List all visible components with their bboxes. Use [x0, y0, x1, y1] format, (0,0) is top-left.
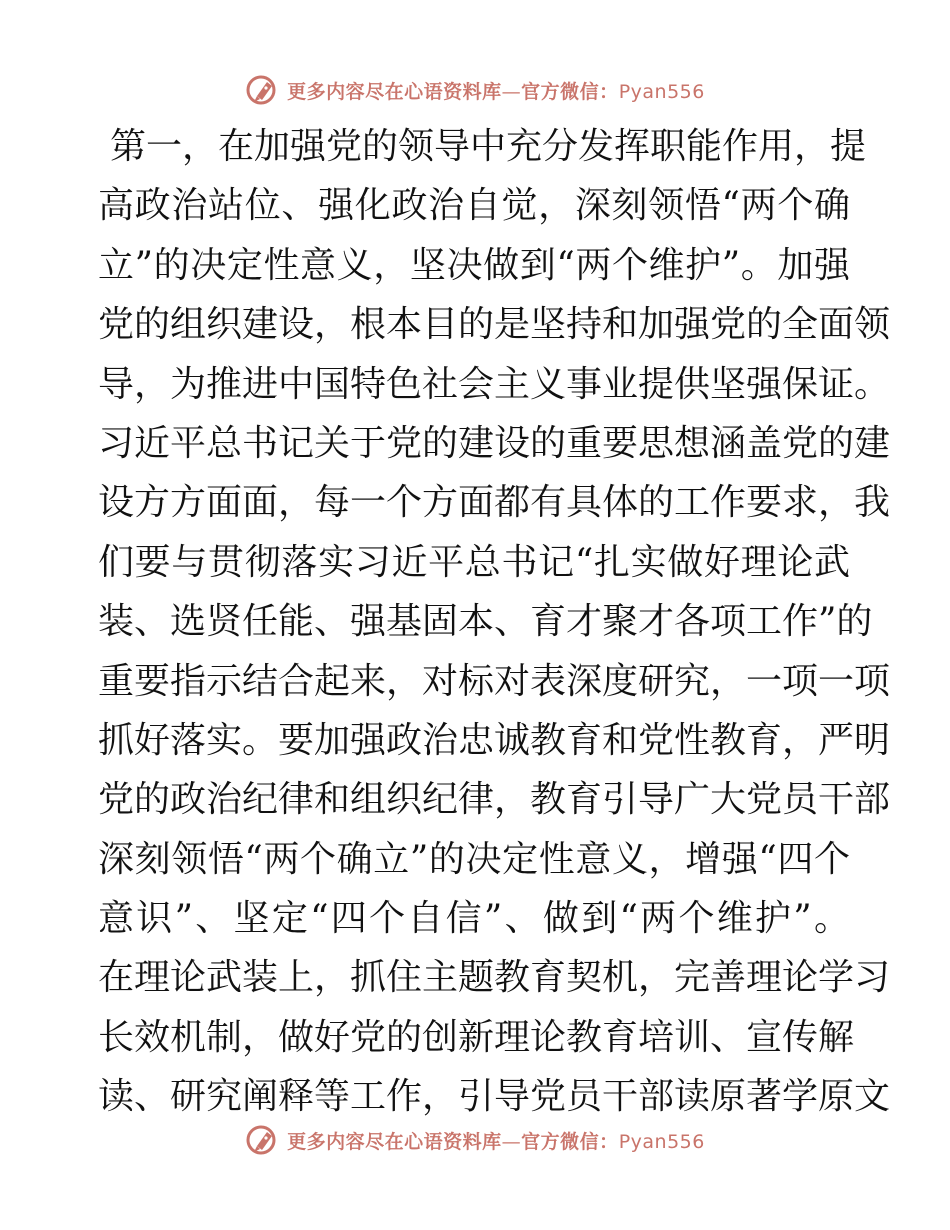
watermark-main: 更多内容尽在心语资料库: [287, 1130, 502, 1153]
watermark-main: 更多内容尽在心语资料库: [287, 80, 502, 103]
watermark-official: 官方微信：: [521, 80, 619, 103]
body-line: 抓好落实。要加强政治忠诚教育和党性教育，严明: [98, 719, 891, 761]
body-line: 第一，在加强党的领导中充分发挥职能作用，提: [110, 126, 867, 167]
body-line: 党的组织建设，根本目的是坚持和加强党的全面领: [98, 304, 891, 346]
pen-nib-circle-icon: [245, 72, 281, 108]
watermark-separator: —: [501, 80, 522, 103]
body-line: 高政治站位、强化政治自觉，深刻领悟“两个确: [98, 185, 850, 227]
document-body: [98, 117, 891, 1127]
watermark-separator: —: [501, 1130, 522, 1153]
watermark-text: [287, 77, 705, 104]
body-line: 意识”、坚定“四个自信”、做到“两个维护”。: [98, 898, 850, 940]
watermark-handle: Pyan556: [618, 80, 705, 103]
footer-watermark: [0, 1120, 950, 1160]
body-line: 重要指示结合起来，对标对表深度研究，一项一项: [98, 660, 891, 702]
watermark-official: 官方微信：: [521, 1130, 619, 1153]
body-line: 深刻领悟“两个确立”的决定性意义，增强“四个: [98, 838, 850, 880]
body-line: 在理论武装上，抓住主题教育契机，完善理论学习: [98, 957, 891, 999]
body-line: 导，为推进中国特色社会主义事业提供坚强保证。: [98, 363, 891, 405]
watermark-handle: Pyan556: [618, 1130, 705, 1153]
pen-nib-circle-icon: [245, 1122, 281, 1158]
body-line: 习近平总书记关于党的建设的重要思想涵盖党的建: [98, 422, 891, 464]
header-watermark: [0, 70, 950, 110]
watermark-text: [287, 1127, 705, 1154]
body-line: 立”的决定性意义，坚决做到“两个维护”。加强: [98, 244, 850, 286]
body-line: 们要与贯彻落实习近平总书记“扎实做好理论武: [98, 541, 850, 583]
body-line: 读、研究阐释等工作，引导党员干部读原著学原文: [98, 1076, 891, 1118]
body-line: 设方方面面，每一个方面都有具体的工作要求，我: [98, 482, 891, 524]
body-line: 长效机制，做好党的创新理论教育培训、宣传解: [98, 1016, 855, 1058]
body-line: 党的政治纪律和组织纪律，教育引导广大党员干部: [98, 779, 891, 821]
body-line: 装、选贤任能、强基固本、育才聚才各项工作”的: [98, 601, 873, 643]
